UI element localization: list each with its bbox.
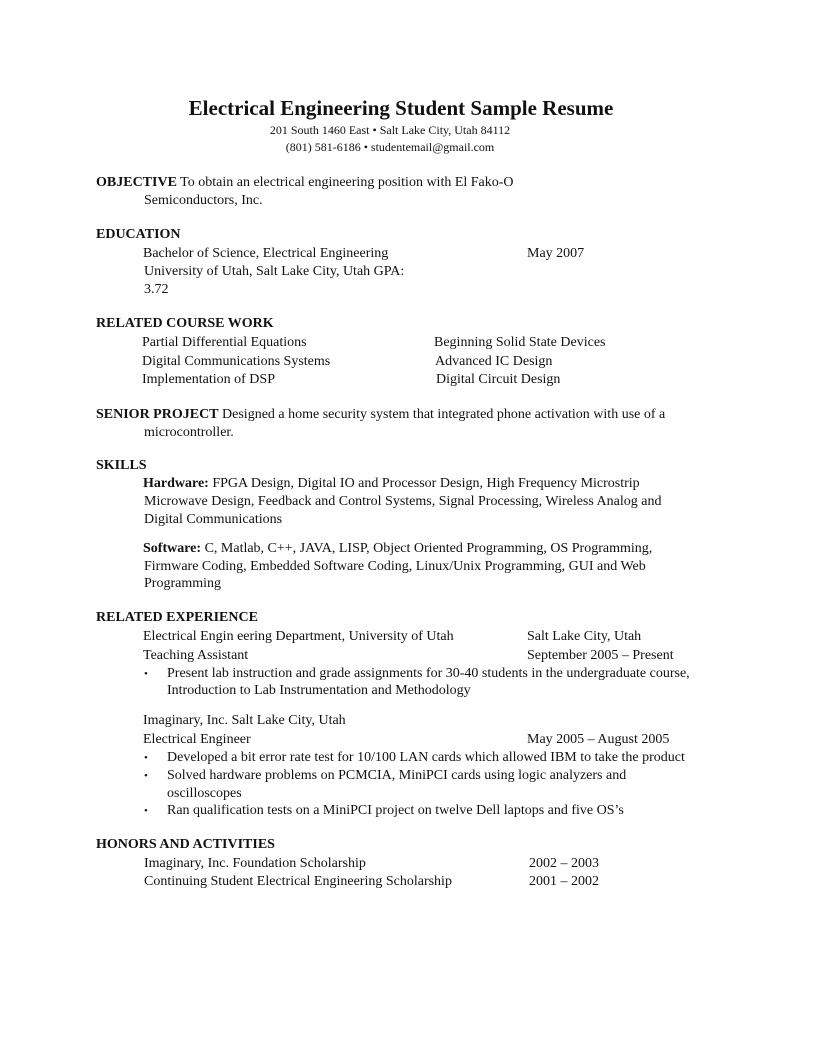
education-gpa: 3.72 — [144, 282, 169, 297]
job1-location: Salt Lake City, Utah — [527, 629, 642, 644]
honor-years: 2002 – 2003 — [529, 856, 599, 871]
job1-dates: September 2005 – Present — [527, 648, 674, 663]
job2-bullet-text-continued: oscilloscopes — [167, 786, 242, 801]
address-line: 201 South 1460 East • Salt Lake City, Utah 84112 — [269, 123, 511, 137]
job2-organization: Imaginary, Inc. Salt Lake City, Utah — [143, 713, 346, 728]
honor-years: 2001 – 2002 — [529, 874, 599, 889]
honor-name: Continuing Student Electrical Engineering Scholarship — [144, 874, 452, 889]
objective-heading: OBJECTIVE — [96, 175, 177, 190]
course-item: Digital Communications Systems — [142, 354, 331, 369]
job2-bullet-text: Developed a bit error rate test for 10/100 LAN cards which allowed IBM to take the product — [167, 750, 685, 765]
education-school: University of Utah, Salt Lake City, Utah GPA: — [144, 264, 405, 279]
senior-project-heading: SENIOR PROJECT — [96, 407, 219, 422]
education-degree: Bachelor of Science, Electrical Engineering — [143, 246, 389, 261]
job2-bullet-text: Ran qualification tests on a MiniPCI project on twelve Dell laptops and five OS’s — [167, 803, 624, 818]
contact-line: (801) 581-6186 • studentemail@gmail.com — [285, 140, 495, 154]
objective-section — [96, 174, 514, 192]
objective-text-continued: Semiconductors, Inc. — [144, 193, 263, 208]
bullet-icon: • — [144, 805, 148, 817]
honor-name: Imaginary, Inc. Foundation Scholarship — [144, 856, 366, 871]
senior-project-section — [96, 406, 665, 424]
senior-project-text: Designed a home security system that integrated phone activation with use of a — [222, 407, 666, 422]
job1-bullet-text: Present lab instruction and grade assignments for 30-40 students in the undergraduate course, — [167, 666, 690, 681]
education-date: May 2007 — [527, 246, 585, 261]
software-text-line: Programming — [144, 576, 221, 591]
course-item: Beginning Solid State Devices — [434, 335, 606, 350]
course-item: Digital Circuit Design — [436, 372, 561, 387]
education-heading: EDUCATION — [96, 227, 181, 242]
software-text-line: Firmware Coding, Embedded Software Coding, Linux/Unix Programming, GUI and Web — [144, 559, 646, 574]
hardware-text-line: Digital Communications — [144, 512, 283, 527]
objective-text: To obtain an electrical engineering position with El Fako-O — [180, 175, 514, 190]
job1-organization: Electrical Engin eering Department, University of Utah — [143, 629, 454, 644]
honors-heading: HONORS AND ACTIVITIES — [96, 837, 275, 852]
hardware-text: FPGA Design, Digital IO and Processor Design, High Frequency Microstrip — [212, 476, 640, 491]
software-skills — [143, 540, 652, 558]
course-item: Partial Differential Equations — [142, 335, 307, 350]
bullet-icon: • — [144, 752, 148, 764]
software-text: C, Matlab, C++, JAVA, LISP, Object Oriented Programming, OS Programming, — [204, 541, 653, 556]
coursework-heading: RELATED COURSE WORK — [96, 316, 274, 331]
resume-title: Electrical Engineering Student Sample Resume — [188, 96, 614, 120]
skills-heading: SKILLS — [96, 458, 147, 473]
course-item: Implementation of DSP — [142, 372, 275, 387]
hardware-text-line: Microwave Design, Feedback and Control Systems, Signal Processing, Wireless Analog and — [144, 494, 662, 509]
bullet-icon: • — [144, 668, 148, 680]
hardware-label: Hardware: — [143, 476, 209, 491]
bullet-icon: • — [144, 770, 148, 782]
job2-role: Electrical Engineer — [143, 732, 251, 747]
job1-role: Teaching Assistant — [143, 648, 249, 663]
job2-bullet-text: Solved hardware problems on PCMCIA, MiniPCI cards using logic analyzers and — [167, 768, 627, 783]
senior-project-text-continued: microcontroller. — [144, 425, 234, 440]
software-label: Software: — [143, 541, 202, 556]
job1-bullet-text-continued: Introduction to Lab Instrumentation and Methodology — [167, 683, 471, 698]
job2-dates: May 2005 – August 2005 — [527, 732, 670, 747]
hardware-skills — [143, 475, 640, 493]
experience-heading: RELATED EXPERIENCE — [96, 610, 258, 625]
course-item: Advanced IC Design — [435, 354, 553, 369]
